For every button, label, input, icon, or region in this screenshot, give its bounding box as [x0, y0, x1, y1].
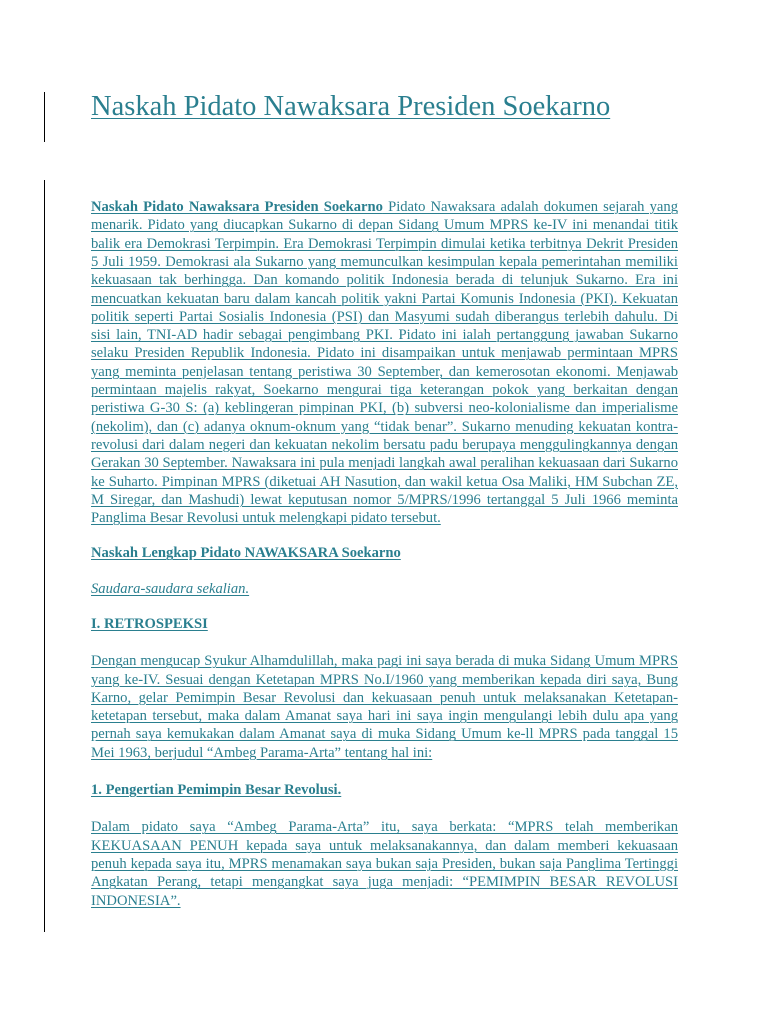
subsection-paragraph-pengertian[interactable]: Dalam pidato saya “Ambeg Parama-Arta” itu, saya berkata: “MPRS telah memberikan KEKUASAAN PENUH kepada saya untuk melaksanakannya, dan dalam memberi kekuasaan penuh kepada saya itu, MPRS menamakan saya bukan saja Presiden, bukan saja Panglima Tertinggi Angkatan Perang, tetapi mengangkat saya juga menjadi: “PEMIMPIN BESAR REVOLUSI INDONESIA”. — [91, 819, 678, 909]
intro-lead: Naskah Pidato Nawaksara Presiden Soekarno — [91, 199, 383, 216]
document-page — [91, 88, 678, 910]
intro-text: Pidato Nawaksara adalah dokumen sejarah yang menarik. Pidato yang diucapkan Sukarno di depan Sidang Umum MPRS ke-IV ini menandai titik balik era Demokrasi Terpimpin. Era Demokrasi Terpimpin dimulai ketika terbitnya Dekrit Presiden 5 Juli 1959. Demokrasi ala Sukarno yang memunculkan kesimpulan kepala pemerintahan memiliki kekuasaan tak berhingga. Dan komando politik Indonesia berada di telunjuk Sukarno. Era ini mencuatkan kekuatan baru dalam kancah politik yakni Partai Komunis Indonesia (PKI). Kekuatan politik seperti Partai Sosialis Indonesia (PSI) dan Masyumi sudah diberangus terlebih dahulu. Di sisi lain, TNI-AD hadir sebagai pengimbang PKI. Pidato ini ialah pertanggung jawaban Sukarno selaku Presiden Republik Indonesia. Pidato ini disampaikan untuk menjawab permintaan MPRS yang meminta penjelasan tentang peristiwa 30 September, dan kemerosotan ekonomi. Menjawab permintaan majelis rakyat, Soekarno mengurai tiga keterangan pokok yang berkaitan dengan peristiwa G-30 S: (a) keblingeran pimpinan PKI, (b) subversi neo-kolonialisme dan imperialisme (nekolim), dan (c) adanya oknum-oknum yang “tidak benar”. Sukarno menuding kekuatan kontra-revolusi dari dalam negeri dan kekuatan nekolim bersatu padu berupaya menggulingkannya dengan Gerakan 30 September. Nawaksara ini pula menjadi langkah awal peralihan kekuasaan dari Sukarno ke Suharto. Pimpinan MPRS (diketuai AH Nasution, dan wakil ketua Osa Maliki, HM Subchan ZE, M Siregar, dan Mashudi) lewat keputusan nomor 5/MPRS/1996 tertanggal 5 Juli 1966 meminta Panglima Besar Revolusi untuk melengkapi pidato tersebut. — [91, 199, 678, 527]
intro-paragraph[interactable] — [91, 198, 678, 527]
section-paragraph-retrospeksi[interactable]: Dengan mengucap Syukur Alhamdulillah, maka pagi ini saya berada di muka Sidang Umum MPRS yang ke-IV. Sesuai dengan Ketetapan MPRS No.I/1960 yang memberikan kepada diri saya, Bung Karno, gelar Pemimpin Besar Revolusi dan kekuasaan penuh untuk melaksanakan Ketetapan-ketetapan tersebut, maka dalam Amanat saya hari ini saya ingin mengulangi lebih dulu apa yang pernah saya kemukakan dalam Amanat saya di muka Sidang Umum ke-ll MPRS pada tanggal 15 Mei 1963, berjudul “Ambeg Parama-Arta” tentang hal ini: — [91, 653, 678, 761]
document-title[interactable]: Naskah Pidato Nawaksara Presiden Soekarno — [91, 91, 611, 122]
margin-line-top — [44, 92, 45, 142]
greeting[interactable]: Saudara-saudara sekalian. — [91, 580, 250, 597]
subsection-heading-pengertian[interactable]: 1. Pengertian Pemimpin Besar Revolusi. — [91, 782, 342, 799]
margin-line-body — [44, 180, 45, 932]
full-speech-heading[interactable]: Naskah Lengkap Pidato NAWAKSARA Soekarno — [91, 545, 401, 562]
section-heading-retrospeksi[interactable]: I. RETROSPEKSI — [91, 615, 208, 632]
